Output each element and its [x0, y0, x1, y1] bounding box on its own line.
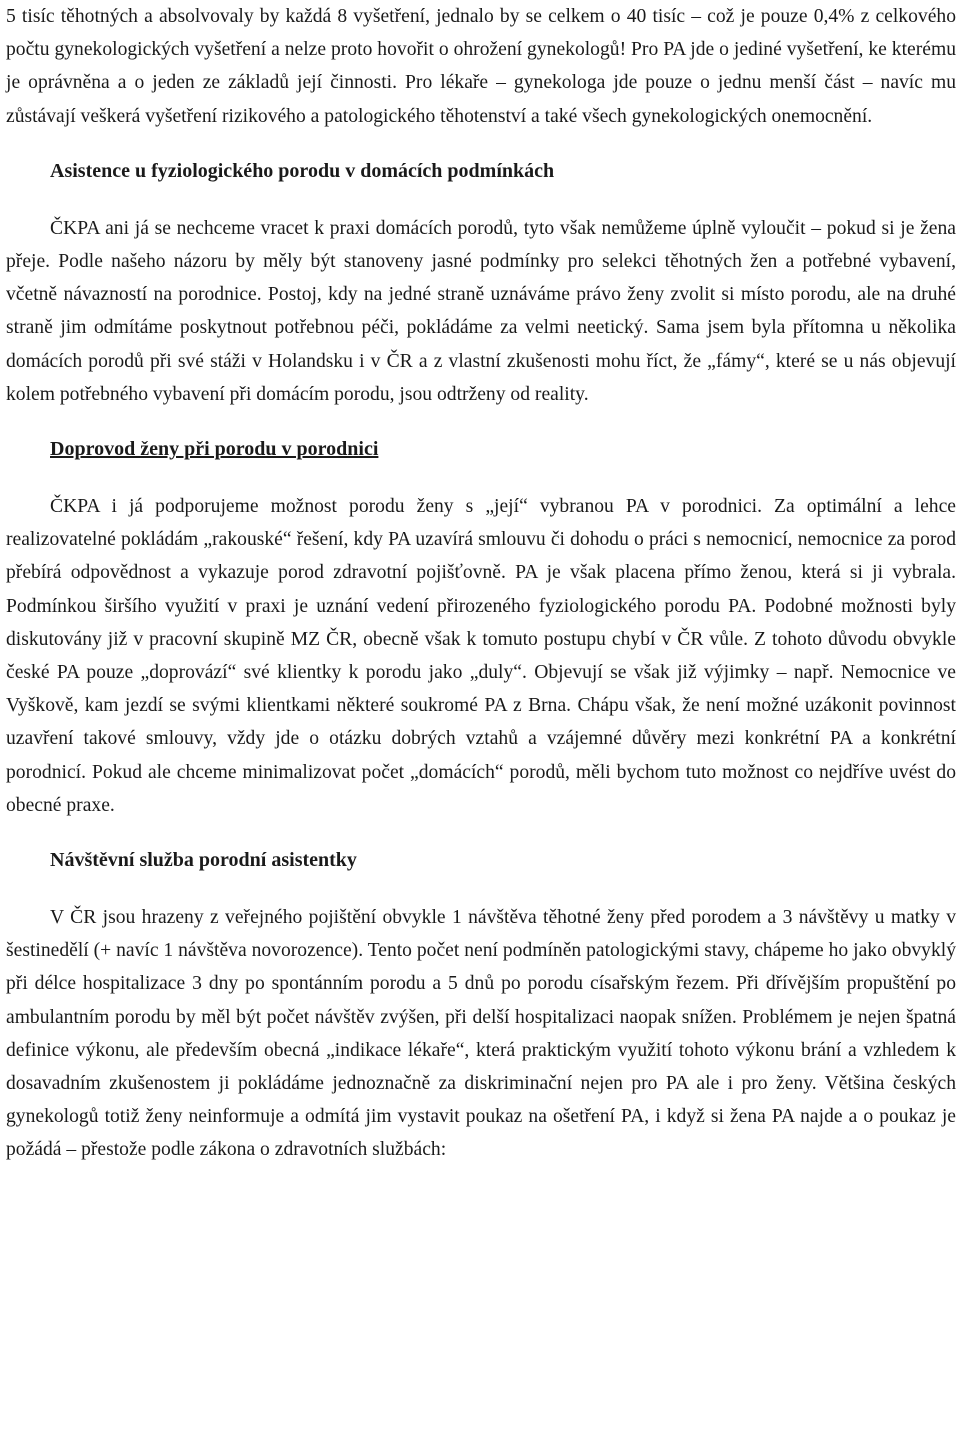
paragraph-visiting-service: V ČR jsou hrazeny z veřejného pojištění obvykle 1 návštěva těhotné ženy před porodem a 3 návštěvy u matky v šestinedělí (+ navíc 1 návštěva novorozence). Tento počet není podmíněn patologickými stavy, chápeme ho jako obvyklý při délce hospitalizace 3 dny po spontánním porodu a 5 dnů po porodu císařským řezem. Při dřívějším propuštění po ambulantním porodu by měl být počet návštěv zvýšen, při delší hospitalizaci naopak snížen. Problémem je nejen špatná definice výkonu, ale především obecná „indikace lékaře“, která praktickým využití tohoto výkonu brání a vzhledem k dosavadním zkušenostem ji pokládáme jednoznačně za diskriminační nejen pro PA ale i pro ženy. Většina českých gynekologů totiž ženy neinformuje a odmítá jim vystavit poukaz na ošetření PA, i když si žena PA najde a o poukaz je požádá – přestože podle zákona o zdravotních službách:: [6, 907, 956, 1161]
spacer: [6, 822, 956, 844]
heading-accompaniment: Doprovod ženy při porodu v porodnici: [50, 438, 379, 461]
paragraph-intro: 5 tisíc těhotných a absolvovaly by každá 8 vyšetření, jednalo by se celkem o 40 tisíc – což je pouze 0,4% z celkového počtu gynekologických vyšetření a nelze proto hovořit o ohrožení gynekologů! Pro PA jde o jediné vyšetření, ke kterému je oprávněna a o jeden ze základů její činnosti. Pro lékaře – gynekologa jde pouze o jednu menší část – navíc mu zůstávají veškerá vyšetření rizikového a patologického těhotenství a také všech gynekologických onemocnění.: [6, 6, 956, 127]
heading-visiting-service: Návštěvní služba porodní asistentky: [50, 849, 357, 872]
heading-home-birth: Asistence u fyziologického porodu v domácích podmínkách: [50, 159, 555, 182]
paragraph-accompaniment: ČKPA i já podporujeme možnost porodu ženy s „její“ vybranou PA v porodnici. Za optimální a lehce realizovatelné pokládám „rakouské“ řešení, kdy PA uzavírá smlouvu či dohodu o práci s nemocnicí, nemocnice za porod přebírá odpovědnost a vykazuje porod zdravotní pojišťovně. PA je však placena přímo ženou, která si ji vybrala. Podmínkou širšího využití v praxi je uznání vedení přirozeného fyziologického porodu PA. Podobné možnosti byly diskutovány již v pracovní skupině MZ ČR, obecně však k tomuto postupu chybí v ČR vůle. Z tohoto důvodu obvykle české PA pouze „doprovází“ své klientky k porodu jako „duly“. Objevují se však již výjimky – např. Nemocnice ve Vyškově, kam jezdí se svými klientkami některé soukromé PA z Brna. Chápu však, že není možné uzákonit povinnost uzavření takové smlouvy, vždy jde o otázku dobrých vztahů a vzájemné důvěry mezi konkrétní PA a konkrétní porodnicí. Pokud ale chceme minimalizovat počet „domácích“ porodů, měli bychom tuto možnost co nejdříve uvést do obecné praxe.: [6, 496, 956, 816]
spacer: [6, 133, 956, 155]
spacer: [6, 877, 956, 901]
document-page: [6, 0, 956, 1436]
spacer: [6, 466, 956, 490]
spacer: [6, 411, 956, 433]
paragraph-home-birth: ČKPA ani já se nechceme vracet k praxi domácích porodů, tyto však nemůžeme úplně vyloučit – pokud si je žena přeje. Podle našeho názoru by měly být stanoveny jasné podmínky pro selekci těhotných žen a potřebné vybavení, včetně návazností na porodnice. Postoj, kdy na jedné straně uznáváme právo ženy zvolit si místo porodu, ale na druhé straně jim odmítáme poskytnout potřebnou péči, pokládáme za velmi neetický. Sama jsem byla přítomna u několika domácích porodů při své stáži v Holandsku i v ČR a z vlastní zkušenosti mohu říct, že „fámy“, které se u nás objevují kolem potřebného vybavení při domácím porodu, jsou odtrženy od reality.: [6, 217, 956, 405]
spacer: [6, 188, 956, 212]
